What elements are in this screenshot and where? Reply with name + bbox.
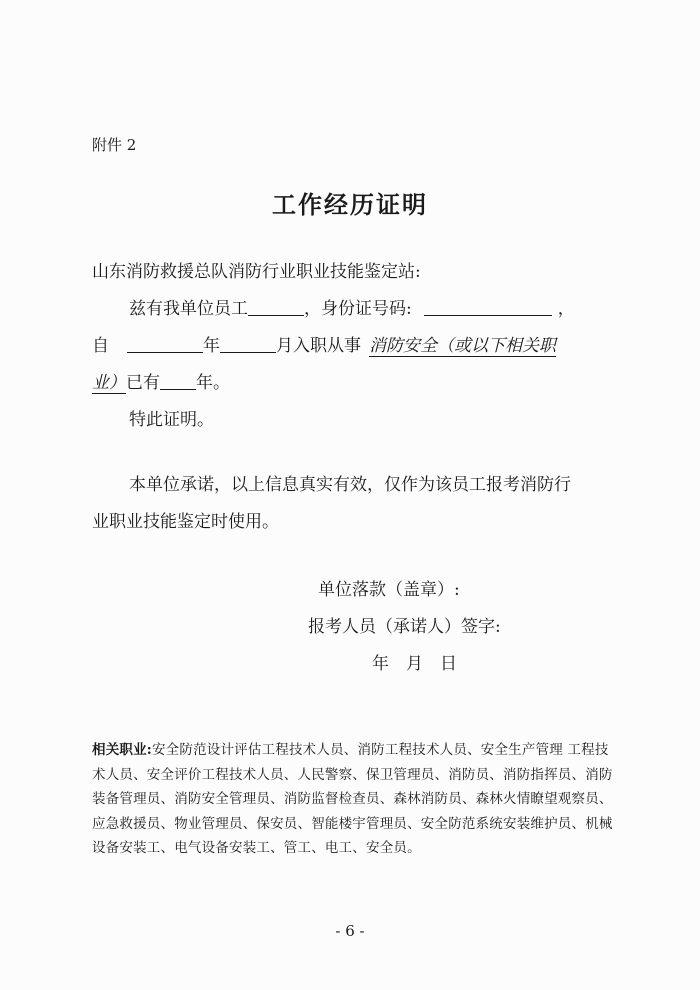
recipient-line: 山东消防救援总队消防行业职业技能鉴定站: — [92, 262, 421, 282]
unit-seal-line: 单位落款（盖章）: — [318, 580, 460, 600]
note-label: 相关职业: — [92, 742, 152, 758]
years-blank[interactable] — [160, 372, 196, 390]
attachment-label: 附件 2 — [92, 136, 137, 154]
para1-text-3: ， — [557, 299, 575, 319]
job-field-line2: 业） — [92, 373, 126, 393]
employment-duration-line — [92, 368, 230, 393]
para2-text-4: 已有 — [126, 373, 160, 393]
commitment-line-2: 业职业技能鉴定时使用。 — [92, 512, 279, 532]
page-number: - 6 - — [335, 922, 365, 940]
hereby-certify: 特此证明。 — [129, 410, 214, 430]
para2-text-5: 年。 — [196, 373, 230, 393]
id-number-blank[interactable] — [424, 298, 552, 316]
employment-start-line — [92, 331, 556, 356]
employee-id-line — [129, 294, 575, 319]
document-title: 工作经历证明 — [272, 190, 428, 219]
related-occupations-note — [92, 738, 622, 861]
applicant-signature-line: 报考人员（承诺人）签字: — [308, 617, 501, 637]
para1-text-1: 兹有我单位员工 — [129, 299, 248, 319]
para2-text-2: 年 — [203, 336, 220, 356]
job-field-line1: 消防安全（或以下相关职 — [369, 336, 556, 356]
para2-text-1: 自 — [92, 336, 109, 356]
date-line: 年 月 日 — [372, 654, 457, 674]
para2-text-3: 月入职从事 — [276, 336, 361, 356]
para1-text-2: ，身份证号码: — [304, 299, 412, 319]
employee-name-blank[interactable] — [248, 298, 304, 316]
start-year-blank[interactable] — [127, 335, 203, 353]
commitment-line-1: 本单位承诺，以上信息真实有效，仅作为该员工报考消防行 — [129, 475, 571, 495]
start-month-blank[interactable] — [220, 335, 276, 353]
note-text: 安全防范设计评估工程技术人员、消防工程技术人员、安全生产管理 工程技术人员、安全评价工程技术人员、人民警察、保卫管理员、消防员、消防指挥员、消防装备管理员、消防安全管理员、消防监督检查员、森林消防员、森林火情瞭望观察员、应急救援员、物业管理员、保安员、智能楼宇管理员、安全防范系统安装维护员、机械设备安装工、电气设备安装工、管工、电工、安全员。 — [92, 742, 613, 856]
